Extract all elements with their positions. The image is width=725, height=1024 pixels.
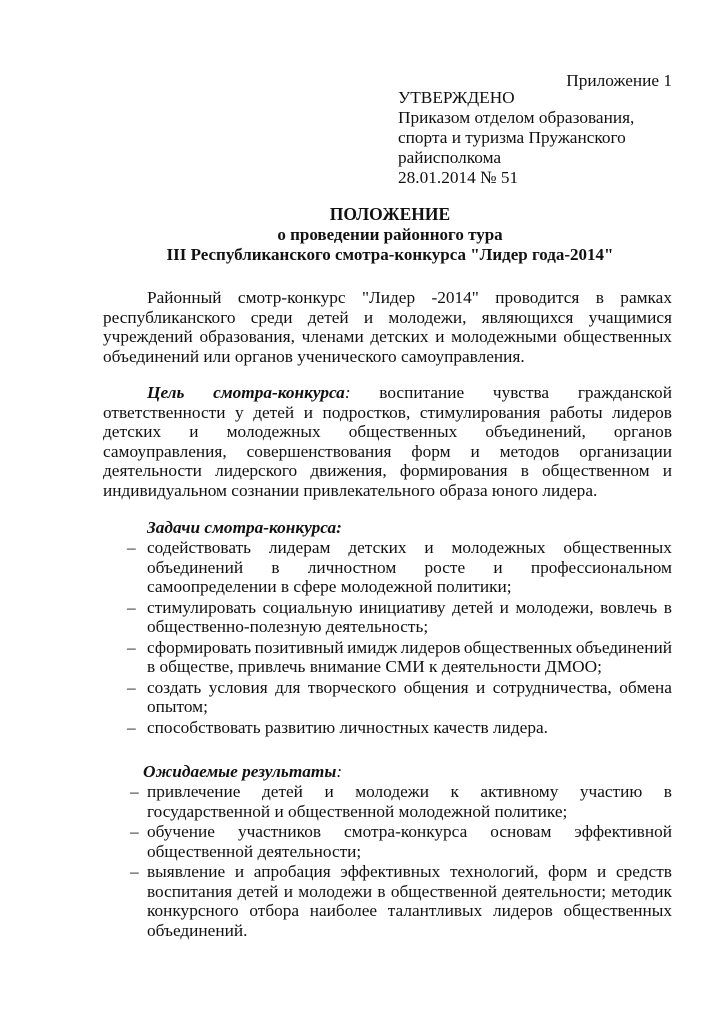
appendix-label: Приложение 1 bbox=[566, 71, 672, 90]
bullet-dash-icon: – bbox=[130, 821, 139, 841]
text-line: привлечение детей и молодежи к активному участию в bbox=[147, 782, 672, 801]
text-line: Цель смотра-конкурса: воспитание чувства гражданской bbox=[147, 383, 672, 402]
tasks-list bbox=[103, 538, 672, 738]
text-line: индивидуальном сознании привлекательного образа юного лидера. bbox=[103, 480, 598, 500]
title-subtitle-2: III Республиканского смотра-конкурса "Лидер года-2014" bbox=[166, 245, 614, 264]
text-line: ответственности у детей и подростков, стимулирования работы лидеров bbox=[103, 402, 672, 422]
text-line: объединений в личностном росте и профессиональном bbox=[147, 557, 672, 577]
list-item bbox=[103, 598, 672, 637]
text-line: самоопределении в сфере молодежной политики; bbox=[147, 577, 512, 597]
text-line: содействовать лидерам детских и молодежных общественных bbox=[147, 538, 672, 557]
bullet-dash-icon: – bbox=[127, 538, 136, 557]
goal-label: смотра-конкурса: bbox=[213, 383, 351, 402]
text-line: общественной деятельности; bbox=[147, 841, 362, 861]
text-line: опытом; bbox=[147, 697, 208, 717]
title-main: ПОЛОЖЕНИЕ bbox=[329, 204, 451, 224]
list-item bbox=[103, 718, 672, 738]
approval-line: Приказом отделом образования, bbox=[398, 108, 635, 127]
text-line: деятельности лидерского движения, формирования в общественном и bbox=[103, 461, 672, 481]
results-heading bbox=[143, 762, 342, 782]
text-line: Районный смотр-конкурс "Лидер -2014" проводится в рамках bbox=[147, 288, 672, 307]
document-title bbox=[100, 204, 680, 266]
text-line: детских и молодежных общественных объединений, органов bbox=[103, 422, 672, 442]
list-item bbox=[103, 538, 672, 597]
approval-block bbox=[398, 88, 634, 188]
text-line: сформировать позитивный имидж лидеров общественных объединений bbox=[147, 637, 672, 657]
bullet-dash-icon: – bbox=[130, 861, 139, 881]
text-line: объединений или органов ученического самоуправления. bbox=[103, 346, 525, 366]
text-line: республиканского среди детей и молодежи, являющихся учащимися bbox=[103, 307, 672, 327]
results-heading-text: Ожидаемые результаты bbox=[143, 762, 337, 781]
text-line: в обществе, привлечь внимание СМИ к деятельности ДМОО; bbox=[147, 657, 602, 677]
approval-line: УТВЕРЖДЕНО bbox=[398, 88, 515, 107]
list-item bbox=[103, 678, 672, 717]
bullet-dash-icon: – bbox=[127, 637, 136, 657]
tasks-heading: Задачи смотра-конкурса: bbox=[147, 518, 342, 537]
bullet-dash-icon: – bbox=[130, 782, 139, 801]
goal-paragraph bbox=[103, 383, 672, 501]
list-item bbox=[103, 822, 672, 861]
text-line: конкурсного отбора наиболее талантливых лидеров общественных bbox=[147, 901, 672, 921]
text-line: выявление и апробация эффективных технологий, форм и средств bbox=[147, 861, 672, 881]
text-line: общественно-полезную деятельность; bbox=[147, 617, 429, 637]
intro-paragraph bbox=[103, 288, 672, 366]
title-subtitle: о проведении районного тура bbox=[277, 224, 503, 244]
results-list bbox=[103, 782, 672, 941]
results-heading-colon: : bbox=[336, 762, 343, 781]
approval-line: 28.01.2014 № 51 bbox=[398, 168, 519, 187]
text-line: государственной и общественной молодежной политике; bbox=[147, 801, 568, 821]
list-item bbox=[103, 862, 672, 940]
text-line: способствовать развитию личностных качеств лидера. bbox=[147, 717, 548, 737]
bullet-dash-icon: – bbox=[127, 717, 136, 737]
text-line: учреждений образования, членами детских и молодежными общественных bbox=[103, 327, 672, 347]
text-line: объединений. bbox=[147, 920, 248, 940]
bullet-dash-icon: – bbox=[127, 597, 136, 617]
approval-line: спорта и туризма Пружанского bbox=[398, 128, 626, 147]
list-item bbox=[103, 782, 672, 821]
text-line: воспитания детей и молодежи в общественной деятельности; методик bbox=[147, 881, 672, 901]
text-line: создать условия для творческого общения и сотрудничества, обмена bbox=[147, 677, 672, 697]
text-line: самоуправления, совершенствования форм и методов организации bbox=[103, 441, 672, 461]
approval-line: райисполкома bbox=[398, 148, 502, 167]
goal-label: Цель bbox=[147, 383, 185, 402]
list-item bbox=[103, 638, 672, 677]
text-line: стимулировать социальную инициативу детей и молодежи, вовлечь в bbox=[147, 597, 672, 617]
bullet-dash-icon: – bbox=[127, 677, 136, 697]
text-line: обучение участников смотра-конкурса основам эффективной bbox=[147, 821, 672, 841]
